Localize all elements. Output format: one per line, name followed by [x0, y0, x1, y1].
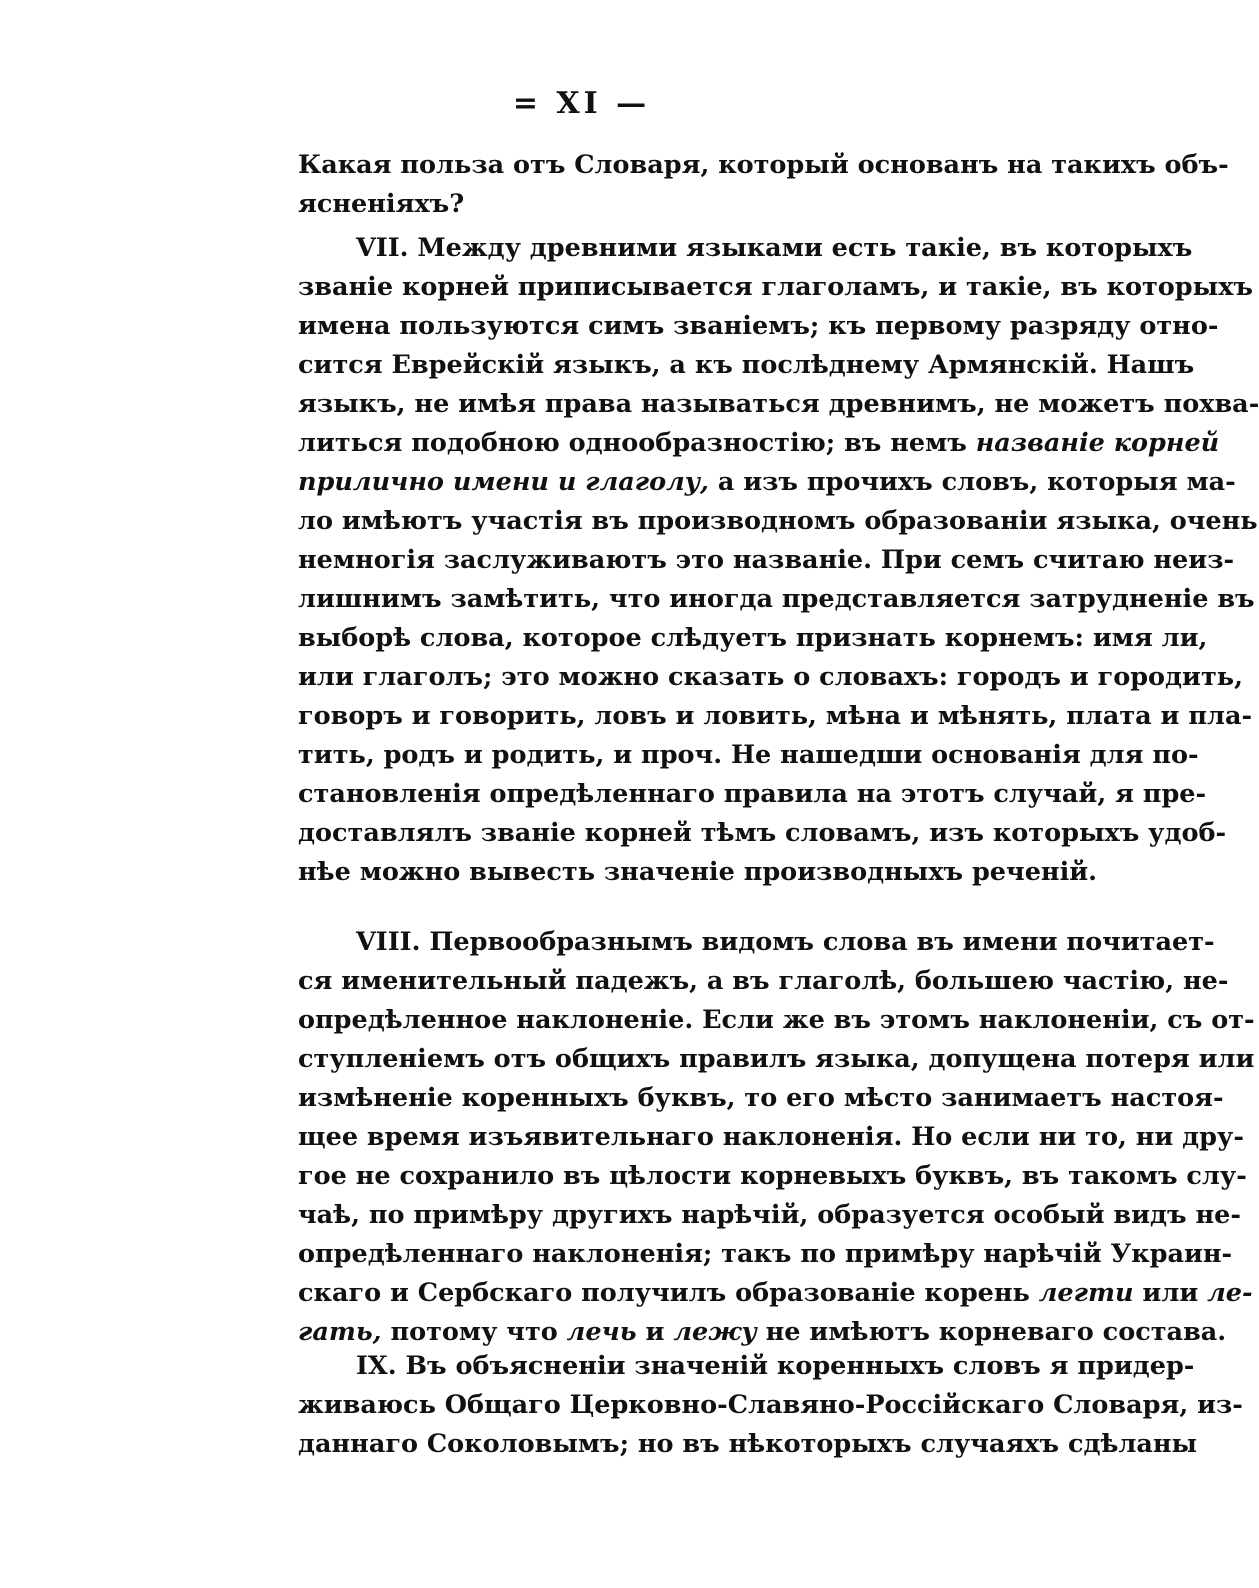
- text-line: [298, 1274, 1253, 1313]
- italic-word: лечь: [566, 1317, 637, 1347]
- paragraph-section-ix: [298, 1347, 1243, 1464]
- text-line: доставлялъ званіе корней тѣмъ словамъ, изъ которыхъ удоб-: [298, 818, 1227, 848]
- text-line: немногія заслуживаютъ это названіе. При семъ считаю неиз-: [298, 545, 1235, 575]
- page-number-header: = XI —: [512, 86, 651, 121]
- text-segment: не имѣютъ корневаго состава.: [765, 1317, 1227, 1347]
- text-line: опредѣленнаго наклоненія; такъ по примѣру нарѣчій Украин-: [298, 1239, 1233, 1269]
- text-line: говоръ и говорить, ловъ и ловить, мѣна и мѣнять, плата и пла-: [298, 701, 1253, 731]
- text-segment: потому что: [390, 1317, 558, 1347]
- italic-word: лежу: [673, 1317, 757, 1347]
- text-line: выборѣ слова, которое слѣдуетъ признать корнемъ: имя ли,: [298, 623, 1208, 653]
- text-line: нѣе можно вывесть значеніе производныхъ реченій.: [298, 857, 1098, 887]
- text-segment: а изъ прочихъ словъ, которыя ма-: [717, 467, 1236, 497]
- text-line: живаюсь Общаго Церковно-Славяно-Россійскаго Словаря, из-: [298, 1390, 1243, 1420]
- text-line: VII. Между древними языками есть такіе, въ которыхъ: [356, 233, 1193, 263]
- text-line: [298, 424, 1220, 463]
- text-line: сится Еврейскій языкъ, а къ послѣднему Армянскій. Нашъ: [298, 350, 1195, 380]
- text-line: ся именительный падежъ, а въ глаголѣ, большею частію, не-: [298, 966, 1229, 996]
- text-line: ступленіемъ отъ общихъ правилъ языка, допущена потеря или: [298, 1044, 1255, 1074]
- text-line: лишнимъ замѣтить, что иногда представляется затрудненіе въ: [298, 584, 1255, 614]
- text-line: гое не сохранило въ цѣлости корневыхъ буквъ, въ такомъ слу-: [298, 1161, 1247, 1191]
- text-line: языкъ, не имѣя права называться древнимъ, не можетъ похва-: [298, 389, 1259, 419]
- text-line: ясненіяхъ?: [298, 189, 465, 219]
- text-line: Какая польза отъ Словаря, который основанъ на такихъ объ-: [298, 150, 1229, 180]
- paragraph-continuation: [298, 146, 1229, 224]
- text-line: или глаголъ; это можно сказать о словахъ: городъ и городить,: [298, 662, 1243, 692]
- text-line: VIII. Первообразнымъ видомъ слова въ имени почитает-: [356, 927, 1215, 957]
- italic-phrase: названіе корней: [975, 428, 1220, 458]
- italic-word: легти: [1038, 1278, 1134, 1308]
- paragraph-section-viii: [298, 923, 1255, 1352]
- text-line: званіе корней приписывается глаголамъ, и такіе, въ которыхъ: [298, 272, 1253, 302]
- text-line: измѣненіе коренныхъ буквъ, то его мѣсто занимаетъ настоя-: [298, 1083, 1224, 1113]
- text-line: IX. Въ объясненіи значеній коренныхъ словъ я придер-: [356, 1351, 1195, 1381]
- text-line: становленія опредѣленнаго правила на этотъ случай, я пре-: [298, 779, 1207, 809]
- text-segment: или: [1142, 1278, 1199, 1308]
- text-line: имена пользуются симъ званіемъ; къ первому разряду отно-: [298, 311, 1219, 341]
- italic-phrase: прилично имени и глаголу,: [298, 467, 709, 497]
- text-line: тить, родъ и родить, и проч. Не нашедши основанія для по-: [298, 740, 1199, 770]
- italic-word: гать,: [298, 1317, 382, 1347]
- text-line: ло имѣютъ участія въ производномъ образованіи языка, очень: [298, 506, 1258, 536]
- text-line: опредѣленное наклоненіе. Если же въ этомъ наклоненіи, съ от-: [298, 1005, 1255, 1035]
- italic-word: ле-: [1207, 1278, 1253, 1308]
- text-line: даннаго Соколовымъ; но въ нѣкоторыхъ случаяхъ сдѣланы: [298, 1429, 1198, 1459]
- text-line: [298, 463, 1236, 502]
- paragraph-section-vii: [298, 229, 1259, 892]
- text-line: щее время изъявительнаго наклоненія. Но если ни то, ни дру-: [298, 1122, 1244, 1152]
- text-segment: литься подобною однообразностію; въ немъ: [298, 428, 967, 458]
- text-segment: и: [645, 1317, 665, 1347]
- text-line: чаѣ, по примѣру другихъ нарѣчій, образуется особый видъ не-: [298, 1200, 1241, 1230]
- text-segment: скаго и Сербскаго получилъ образованіе корень: [298, 1278, 1030, 1308]
